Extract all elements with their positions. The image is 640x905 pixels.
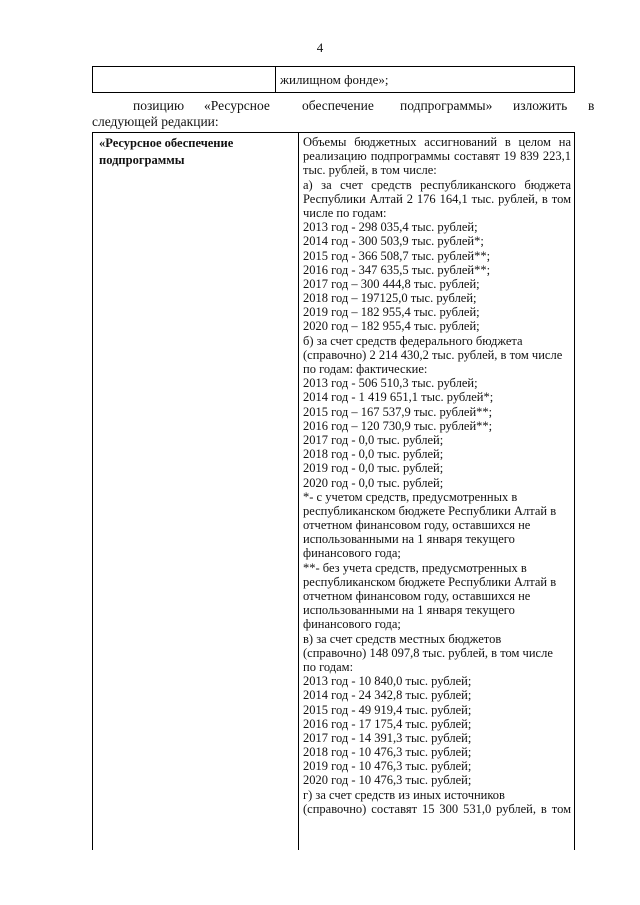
intro-word: позицию [133, 98, 185, 113]
text-line: использованными на 1 января текущего [303, 603, 515, 618]
text-line: 2016 год - 17 175,4 тыс. рублей; [303, 716, 472, 731]
text-line: 2013 год - 10 840,0 тыс. рублей; [303, 674, 472, 689]
text-line: 2017 год - 0,0 тыс. рублей; [303, 432, 444, 447]
text-line: 2018 год - 10 476,3 тыс. рублей; [303, 745, 472, 760]
intro-word: в [588, 98, 595, 113]
text-line: в) за счет средств местных бюджетов [303, 631, 502, 646]
text-line: 2016 год – 120 730,9 тыс. рублей**; [303, 418, 493, 433]
text-line: 2016 год - 347 635,5 тыс. рублей**; [303, 262, 491, 277]
text-line: *- с учетом средств, предусмотренных в [303, 489, 518, 504]
text-line: республиканском бюджете Республики Алтай в [303, 503, 557, 518]
text-line: 2015 год - 366 508,7 тыс. рублей**; [303, 248, 491, 263]
text-line: по годам: [303, 659, 354, 674]
intro-word: изложить [513, 98, 568, 113]
text-line: 2017 год – 300 444,8 тыс. рублей; [303, 276, 480, 291]
text-line: 2013 год - 506 510,3 тыс. рублей; [303, 376, 478, 391]
text-line: числе по годам: [303, 205, 387, 220]
text-line: 2020 год – 182 955,4 тыс. рублей; [303, 319, 480, 334]
table-column-divider [275, 67, 276, 92]
text-line: 2014 год - 24 342,8 тыс. рублей; [303, 688, 472, 703]
text-line: реализацию подпрограммы составят 19 839 223,1 [303, 149, 571, 164]
page-number: 4 [316, 40, 324, 55]
text-line: республиканском бюджете Республики Алтай в [303, 574, 557, 589]
text-line: **- без учета средств, предусмотренных в [303, 560, 527, 575]
text-line: 2020 год - 0,0 тыс. рублей; [303, 475, 444, 490]
text-line: тыс. рублей, в том числе: [303, 163, 437, 178]
text-line: отчетном финансовом году, оставшихся не [303, 518, 531, 533]
text-line: (справочно) 148 097,8 тыс. рублей, в том числе [303, 645, 553, 660]
text-line: финансового года; [303, 546, 401, 561]
text-line: 2013 год - 298 035,4 тыс. рублей; [303, 220, 478, 235]
text-line: (справочно) 2 214 430,2 тыс. рублей, в том числе [303, 347, 563, 362]
text-line: 2015 год – 167 537,9 тыс. рублей**; [303, 404, 493, 419]
text-line: (справочно) составят 15 300 531,0 рублей, в том [303, 801, 571, 816]
resource-table [92, 132, 575, 850]
table-right-cell-content [303, 135, 571, 816]
text-line: 2014 год - 1 419 651,1 тыс. рублей*; [303, 390, 494, 405]
text-line: г) за счет средств из иных источников [303, 787, 505, 802]
text-line: а) за счет средств республиканского бюджета [303, 177, 571, 192]
text-line: отчетном финансовом году, оставшихся не [303, 589, 531, 603]
text-line: финансового года; [303, 617, 401, 632]
table-column-divider [298, 133, 299, 850]
text-line: Объемы бюджетных ассигнований в целом на [303, 135, 571, 149]
text-line: 2020 год - 10 476,3 тыс. рублей; [303, 773, 472, 788]
text-line: 2015 год - 49 919,4 тыс. рублей; [303, 702, 472, 717]
top-table-row [92, 66, 575, 93]
text-line: 2018 год – 197125,0 тыс. рублей; [303, 291, 477, 306]
text-line: по годам: фактические: [303, 362, 428, 376]
intro-word: обеспечение [302, 98, 374, 113]
text-line: 2017 год - 14 391,3 тыс. рублей; [303, 730, 472, 745]
text-line: 2019 год - 10 476,3 тыс. рублей; [303, 759, 472, 774]
text-line: 2019 год - 0,0 тыс. рублей; [303, 461, 444, 476]
text-line: б) за счет средств федерального бюджета [303, 333, 523, 348]
text-line: использованными на 1 января текущего [303, 532, 515, 547]
table-left-cell-title: «Ресурсное обеспечение подпрограммы [99, 136, 234, 167]
intro-word: «Ресурсное [204, 98, 270, 113]
text-line: 2014 год - 300 503,9 тыс. рублей*; [303, 234, 484, 249]
text-line: Республики Алтай 2 176 164,1 тыс. рублей, в том [303, 191, 571, 206]
intro-word: подпрограммы» [400, 98, 493, 113]
text-line: 2018 год - 0,0 тыс. рублей; [303, 447, 444, 462]
intro-line-2: следующей редакции: [92, 114, 219, 129]
top-table-right-cell: жилищном фонде»; [280, 72, 389, 87]
text-line: 2019 год – 182 955,4 тыс. рублей; [303, 305, 480, 320]
